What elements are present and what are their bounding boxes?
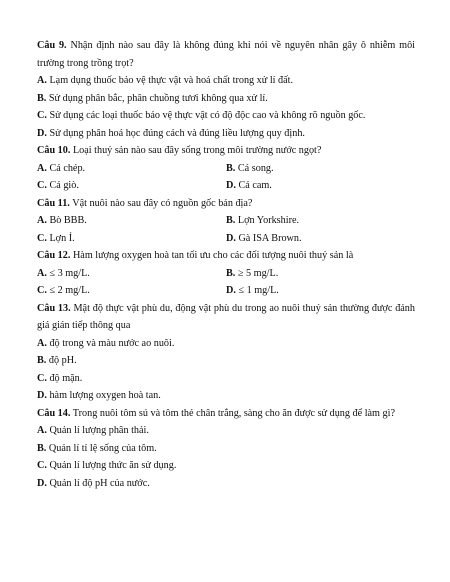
option-text: độ mặn.: [49, 372, 83, 384]
question-number: Câu 14.: [37, 407, 71, 419]
option-text: độ pH.: [48, 355, 77, 366]
question-stem: [37, 405, 415, 423]
option-row: [37, 212, 415, 230]
question-text: Mật độ thực vật phù du, động vật phù du trong ao nuôi thuỷ sản thường được đánh giá gián tiếp thông qua: [37, 302, 415, 331]
question-12: [37, 247, 415, 300]
option-b[interactable]: [37, 440, 415, 458]
question-stem: [37, 37, 415, 72]
option-d[interactable]: [37, 387, 415, 405]
question-number: Câu 11.: [37, 197, 70, 209]
option-text: Gà ISA Brown.: [238, 232, 302, 244]
option-label: A.: [37, 267, 47, 279]
option-text: Cá song.: [237, 162, 274, 174]
option-text: độ trong và màu nước ao nuôi.: [49, 337, 175, 349]
option-text: ≥ 5 mg/L.: [237, 267, 279, 279]
option-label: A.: [37, 215, 47, 226]
question-number: Câu 10.: [37, 145, 71, 156]
option-label: B.: [37, 355, 47, 366]
option-text: Sử dụng phân hoá học đúng cách và đúng liều lượng quy định.: [49, 127, 305, 139]
option-b[interactable]: [226, 212, 415, 230]
option-b[interactable]: [226, 160, 415, 178]
option-d[interactable]: [226, 177, 415, 195]
option-label: C.: [37, 180, 47, 191]
option-label: D.: [37, 390, 47, 401]
option-text: Quản lí độ pH của nước.: [49, 477, 150, 489]
option-label: B.: [37, 442, 47, 454]
option-label: B.: [226, 162, 236, 174]
option-text: Lợn Yorkshire.: [237, 215, 300, 226]
option-text: Quản lí tỉ lệ sống của tôm.: [48, 442, 157, 454]
question-stem: [37, 247, 415, 265]
option-label: D.: [37, 477, 47, 489]
option-d[interactable]: [37, 475, 415, 493]
option-row: [37, 160, 415, 178]
option-row: [37, 282, 415, 300]
option-text: Sử dụng các loại thuốc bảo vệ thực vật có độ độc cao và không rõ nguồn gốc.: [49, 110, 366, 121]
option-text: Sử dụng phân bắc, phân chuồng tươi không qua xử lí.: [48, 92, 268, 104]
option-a[interactable]: [37, 422, 415, 440]
option-a[interactable]: [37, 265, 226, 283]
option-c[interactable]: [37, 370, 415, 388]
option-text: hàm lượng oxygen hoà tan.: [49, 390, 161, 401]
option-text: Cá chép.: [49, 162, 86, 174]
option-text: Lợn Ỉ.: [49, 232, 75, 244]
option-label: A.: [37, 425, 47, 436]
question-number: Câu 12.: [37, 250, 71, 261]
option-text: Quản lí lượng thức ăn sử dụng.: [49, 460, 177, 471]
option-label: A.: [37, 337, 47, 349]
option-label: D.: [226, 285, 236, 296]
option-c[interactable]: [37, 282, 226, 300]
question-11: [37, 195, 415, 248]
question-text: Trong nuôi tôm sú và tôm thẻ chân trắng, sàng cho ăn được sử dụng để làm gì?: [72, 407, 395, 419]
option-b[interactable]: [37, 90, 415, 108]
option-row: [37, 177, 415, 195]
option-label: C.: [37, 372, 47, 384]
option-b[interactable]: [226, 265, 415, 283]
question-9: [37, 37, 415, 142]
question-text: Loại thuỷ sản nào sau đây sống trong môi trường nước ngọt?: [72, 145, 322, 156]
option-d[interactable]: [37, 125, 415, 143]
option-c[interactable]: [37, 177, 226, 195]
option-text: Quản lí lượng phân thải.: [49, 425, 149, 436]
option-text: Cá cam.: [238, 180, 272, 191]
option-text: Bò BBB.: [49, 215, 87, 226]
question-number: Câu 9.: [37, 40, 67, 51]
option-label: D.: [226, 180, 236, 191]
question-stem: [37, 142, 415, 160]
option-label: C.: [37, 232, 47, 244]
option-label: C.: [37, 460, 47, 471]
question-10: [37, 142, 415, 195]
question-number: Câu 13.: [37, 302, 71, 314]
question-list: [37, 37, 415, 492]
option-text: ≤ 2 mg/L.: [49, 285, 90, 296]
option-label: B.: [37, 92, 47, 104]
question-text: Hàm lượng oxygen hoà tan tối ưu cho các đối tượng nuôi thuỷ sản là: [72, 250, 354, 261]
option-c[interactable]: [37, 230, 226, 248]
option-text: Lạm dụng thuốc bảo vệ thực vật và hoá chất trong xử lí đất.: [49, 75, 294, 86]
question-14: [37, 405, 415, 493]
option-text: ≤ 3 mg/L.: [49, 267, 90, 279]
option-d[interactable]: [226, 282, 415, 300]
question-stem: [37, 195, 415, 213]
option-label: D.: [37, 127, 47, 139]
option-label: A.: [37, 162, 47, 174]
option-c[interactable]: [37, 107, 415, 125]
question-stem: [37, 300, 415, 335]
option-d[interactable]: [226, 230, 415, 248]
option-a[interactable]: [37, 72, 415, 90]
option-label: C.: [37, 285, 47, 296]
option-a[interactable]: [37, 160, 226, 178]
option-c[interactable]: [37, 457, 415, 475]
option-label: B.: [226, 215, 236, 226]
option-row: [37, 265, 415, 283]
question-text: Nhận định nào sau đây là không đúng khi nói về nguyên nhân gây ô nhiễm môi trường trong trồng trọt?: [37, 40, 415, 69]
option-label: A.: [37, 75, 47, 86]
option-text: Cá giò.: [49, 180, 79, 191]
question-13: [37, 300, 415, 405]
option-text: ≤ 1 mg/L.: [238, 285, 279, 296]
option-label: B.: [226, 267, 236, 279]
option-label: C.: [37, 110, 47, 121]
option-a[interactable]: [37, 335, 415, 353]
option-b[interactable]: [37, 352, 415, 370]
option-row: [37, 230, 415, 248]
question-text: Vật nuôi nào sau đây có nguồn gốc bản địa?: [72, 197, 253, 209]
option-label: D.: [226, 232, 236, 244]
option-a[interactable]: [37, 212, 226, 230]
